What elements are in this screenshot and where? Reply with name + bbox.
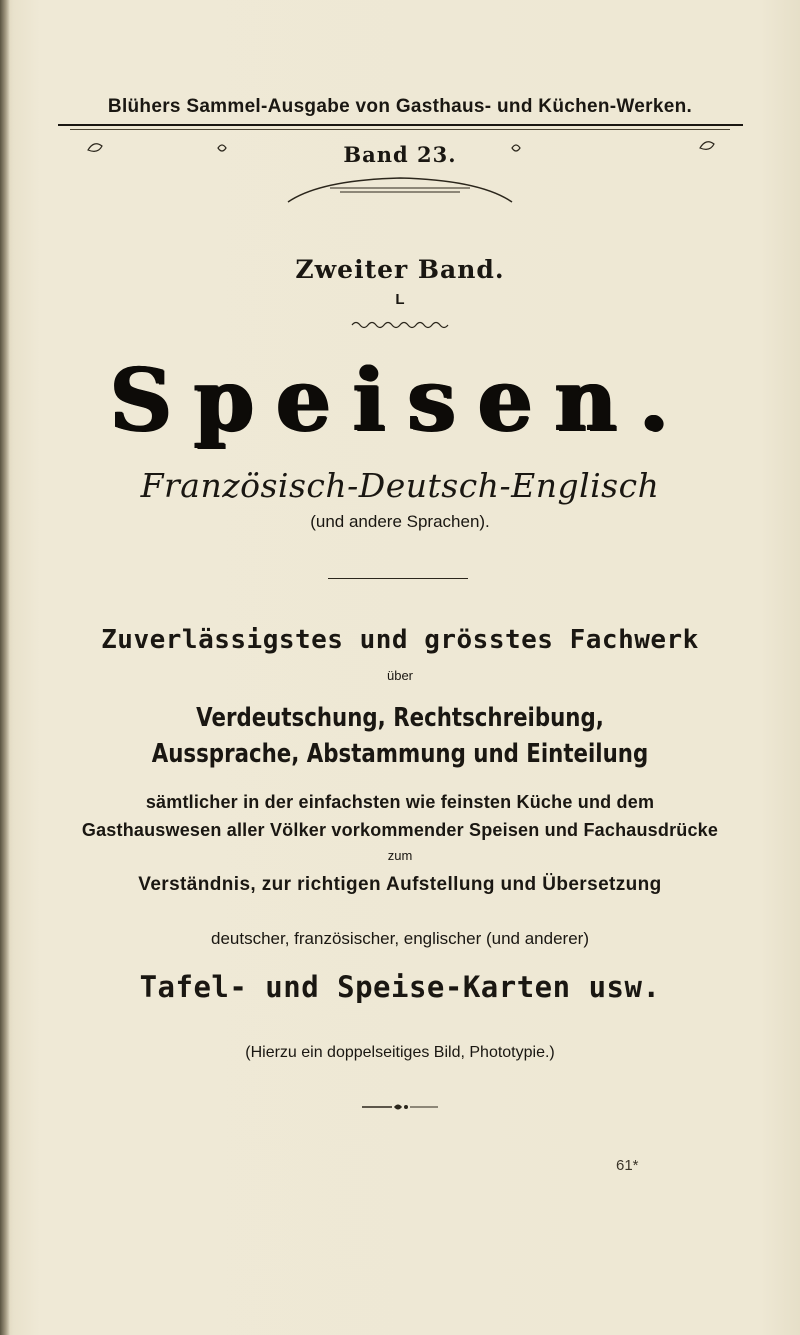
topics-block: [72, 700, 728, 772]
word-ueber: über: [386, 668, 414, 683]
section-divider: [328, 578, 468, 579]
volume-mark: L: [395, 291, 405, 308]
arch-ornament-icon: [288, 178, 512, 202]
cards-line: Tafel- und Speise-Karten usw.: [139, 970, 661, 1004]
word-zum: zum: [387, 848, 413, 863]
volume-title: Zweiter Band.: [295, 255, 505, 284]
description-line-1: sämtlicher in der einfachsten wie feinsten Küche und dem: [145, 792, 655, 812]
wavy-ornament-icon: [0, 318, 800, 332]
languages-detail: deutscher, französischer, englischer (und anderer): [211, 929, 589, 948]
series-title: Blühers Sammel-Ausgabe von Gasthaus- und Küchen-Werken.: [107, 96, 693, 117]
description-block: [0, 788, 800, 844]
illustration-note: (Hierzu ein doppelseitiges Bild, Phototypie.): [245, 1044, 555, 1061]
body-heading: Zuverlässigstes und grösstes Fachwerk: [101, 625, 699, 655]
end-ornament-icon: [360, 1101, 440, 1113]
topics-line-2: Aussprache, Abstammung und Einteilung: [151, 739, 649, 769]
description-line-2: Gasthauswesen aller Völker vorkommender Speisen und Fachausdrücke: [81, 820, 719, 840]
band-number: Band 23.: [343, 142, 457, 167]
subtitle: Französisch-Deutsch-Englisch: [140, 466, 660, 505]
topics-line-1: Verdeutschung, Rechtschreibung,: [196, 703, 604, 733]
main-title: Speisen.: [109, 350, 691, 451]
languages-note: (und andere Sprachen).: [310, 512, 490, 531]
page-number: 61*: [616, 1157, 639, 1174]
verstaendnis-line: Verständnis, zur richtigen Aufstellung und Übersetzung: [138, 874, 662, 895]
